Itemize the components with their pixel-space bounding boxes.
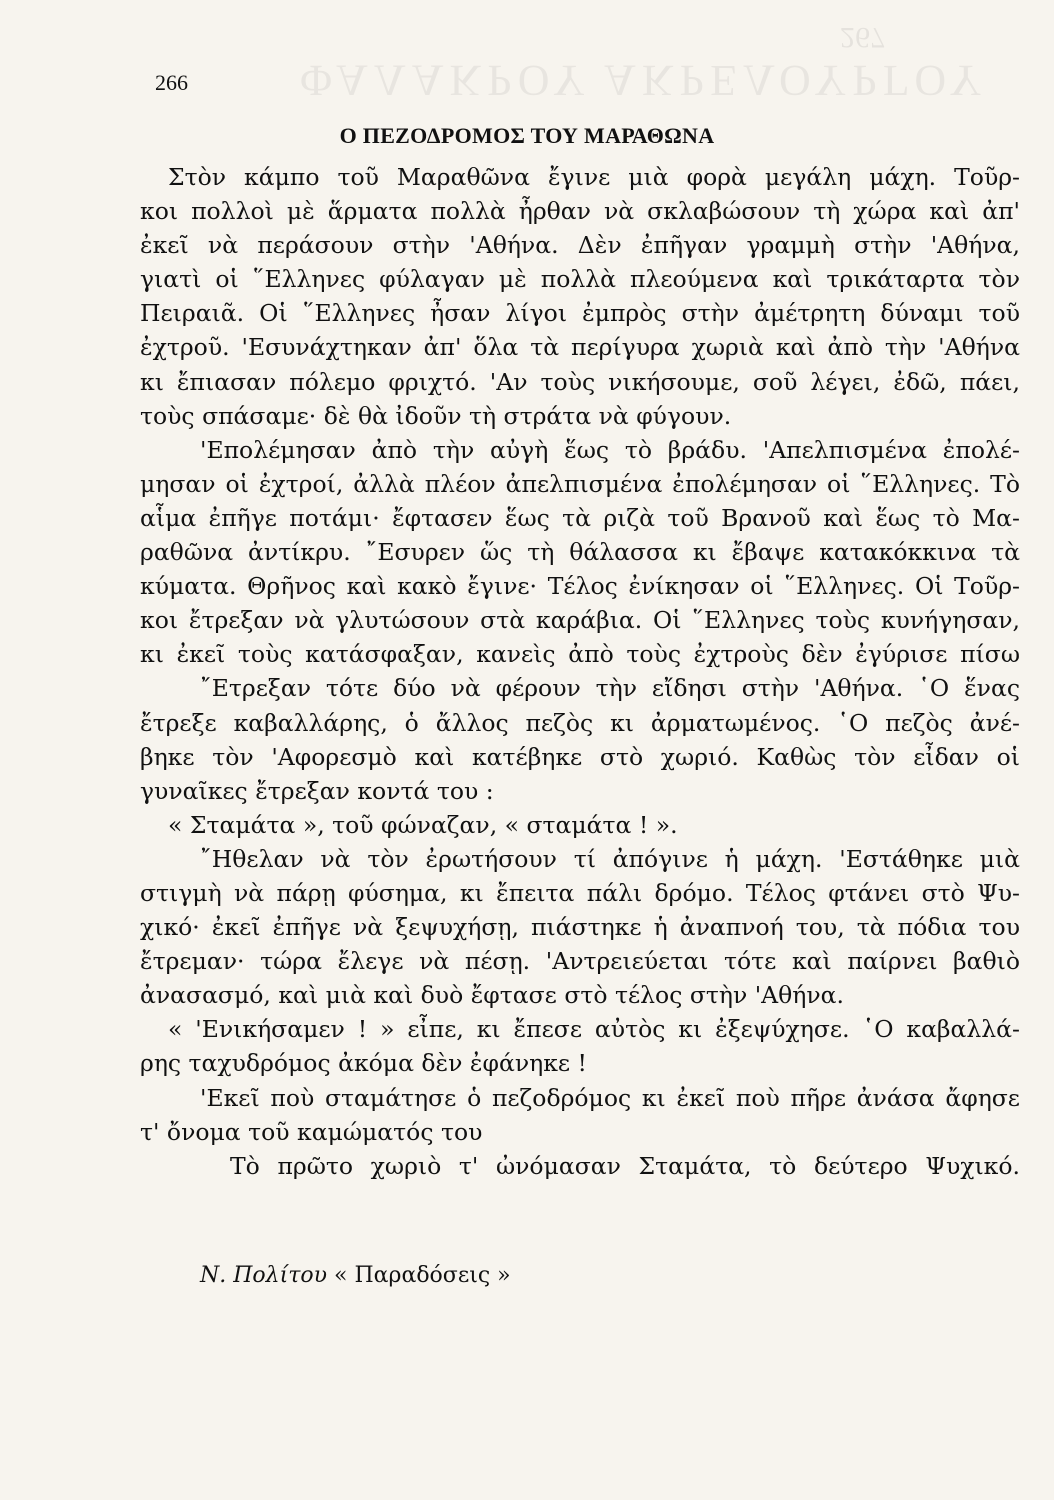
text-line: γυναῖκες ἔτρεξαν κοντά του :: [140, 776, 494, 805]
text-line: τοὺς σπάσαμε· δὲ θὰ ἰδοῦν τὴ στράτα νὰ φύγουν.: [140, 401, 732, 430]
text-line: ἐκεῖ νὰ περάσουν στὴν 'Αθήνα. Δὲν ἐπῆγαν γραμμὴ στὴν 'Αθήνα,: [140, 231, 1020, 260]
bleed-through-number: 267: [840, 21, 885, 54]
text-line: « 'Ενικήσαμεν ! » εἶπε, κι ἔπεσε αὐτὸς κι ἐξεψύχησε. ῾Ο καβαλλά-: [168, 1015, 1020, 1044]
text-line: κοι ἔτρεξαν νὰ γλυτώσουν στὰ καράβια. Οἱ ῞Ελληνες τοὺς κυνήγησαν,: [140, 606, 1020, 635]
text-line: ραθῶνα ἀντίκρυ. ῎Εσυρεν ὥς τὴ θάλασσα κι ἔβαψε κατακόκκινα τὰ: [140, 538, 1020, 567]
text-line: χικό· ἐκεῖ ἐπῆγε νὰ ξεψυχήσῃ, πιάστηκε ἡ ἀναπνοή του, τὰ πόδια του: [140, 913, 1020, 942]
text-line: Τὸ πρῶτο χωριὸ τ' ὠνόμασαν Σταμάτα, τὸ δεύτερο Ψυχικό.: [230, 1151, 1020, 1180]
text-line: ἔτρεξε καβαλλάρης, ὁ ἄλλος πεζὸς κι ἀρματωμένος. ῾Ο πεζὸς ἀνέ-: [140, 708, 1020, 737]
source-work: « Παραδόσεις »: [334, 1263, 511, 1288]
text-line: κοι πολλοὶ μὲ ἅρματα πολλὰ ἦρθαν νὰ σκλαβώσουν τὴ χώρα καὶ ἀπ': [140, 197, 1020, 226]
text-line: ῎Ετρεξαν τότε δύο νὰ φέρουν τὴν εἴδησι στὴν 'Αθήνα. ῾Ο ἕνας: [200, 674, 1020, 703]
text-line: τ' ὄνομα τοῦ καμώματός του: [140, 1117, 483, 1146]
text-line: Πειραιᾶ. Οἱ ῞Ελληνες ἦσαν λίγοι ἐμπρὸς στὴν ἀμέτρητη δύναμι τοῦ: [140, 299, 1020, 328]
text-line: γιατὶ οἱ ῞Ελληνες φύλαγαν μὲ πολλὰ πλεούμενα καὶ τρικάταρτα τὸν: [140, 265, 1020, 294]
text-line: στιγμὴ νὰ πάρῃ φύσημα, κι ἔπειτα πάλι δρόμο. Τέλος φτάνει στὸ Ψυ-: [140, 878, 1020, 907]
text-line: ἐχτροῦ. 'Εσυνάχτηκαν ἀπ' ὅλα τὰ περίγυρα χωριὰ καὶ ἀπὸ τὴν 'Αθήνα: [140, 333, 1020, 362]
text-line: βηκε τὸν 'Αφορεσμὸ καὶ κατέβηκε στὸ χωριό. Καθὼς τὸν εἶδαν οἱ: [140, 742, 1020, 771]
story-body: [140, 160, 1020, 1183]
text-line: ρης ταχυδρόμος ἀκόμα δὲν ἐφάνηκε !: [140, 1049, 587, 1078]
text-line: ἀνασασμό, καὶ μιὰ καὶ δυὸ ἔφτασε στὸ τέλος στὴν 'Αθήνα.: [140, 981, 844, 1010]
text-line: 'Επολέμησαν ἀπὸ τὴν αὐγὴ ἕως τὸ βράδυ. 'Απελπισμένα ἐπολέ-: [200, 435, 1020, 464]
story-title: Ο ΠΕΖΟΔΡΟΜΟΣ ΤΟΥ ΜΑΡΑΘΩΝΑ: [339, 123, 715, 148]
text-line: κι ἔπιασαν πόλεμο φριχτό. 'Αν τοὺς νικήσουμε, σοῦ λέγει, ἐδῶ, πάει,: [140, 367, 1020, 396]
text-line: 'Εκεῖ ποὺ σταμάτησε ὁ πεζοδρόμος κι ἐκεῖ ποὺ πῆρε ἀνάσα ἄφησε: [200, 1083, 1020, 1112]
source-citation: [200, 1263, 511, 1288]
text-line: κι ἐκεῖ τοὺς κατάσφαξαν, κανεὶς ἀπὸ τοὺς ἐχτροὺς δὲν ἐγύρισε πίσω: [140, 640, 1020, 669]
text-line: Στὸν κάμπο τοῦ Μαραθῶνα ἔγινε μιὰ φορὰ μεγάλη μάχη. Τοῦρ-: [168, 163, 1020, 191]
text-line: μησαν οἱ ἐχτροί, ἀλλὰ πλέον ἀπελπισμένα ἐπολέμησαν οἱ ῞Ελληνες. Τὸ: [140, 469, 1020, 498]
text-line: ἔτρεμαν· τώρα ἔλεγε νὰ πέσῃ. 'Αντρειεύεται τότε καὶ παίρνει βαθιὸ: [140, 947, 1020, 976]
bleed-through-text: ΦΑΛΑΚΡΟΥ ΑΚΡΕΛΟΥΡΓΟΥ: [300, 56, 988, 105]
text-line: ῎Ηθελαν νὰ τὸν ἐρωτήσουν τί ἀπόγινε ἡ μάχη. 'Εστάθηκε μιὰ: [200, 844, 1020, 873]
source-author: Ν. Πολίτου: [200, 1263, 328, 1288]
text-line: αἷμα ἐπῆγε ποτάμι· ἔφτασεν ἕως τὰ ριζὰ τοῦ Βρανοῦ καὶ ἕως τὸ Μα-: [140, 503, 1020, 532]
text-line: κύματα. Θρῆνος καὶ κακὸ ἔγινε· Τέλος ἐνίκησαν οἱ ῞Ελληνες. Οἱ Τοῦρ-: [140, 572, 1020, 601]
text-line: « Σταμάτα », τοῦ φώναζαν, « σταμάτα ! ».: [168, 810, 678, 839]
page-number: 266: [155, 70, 188, 95]
